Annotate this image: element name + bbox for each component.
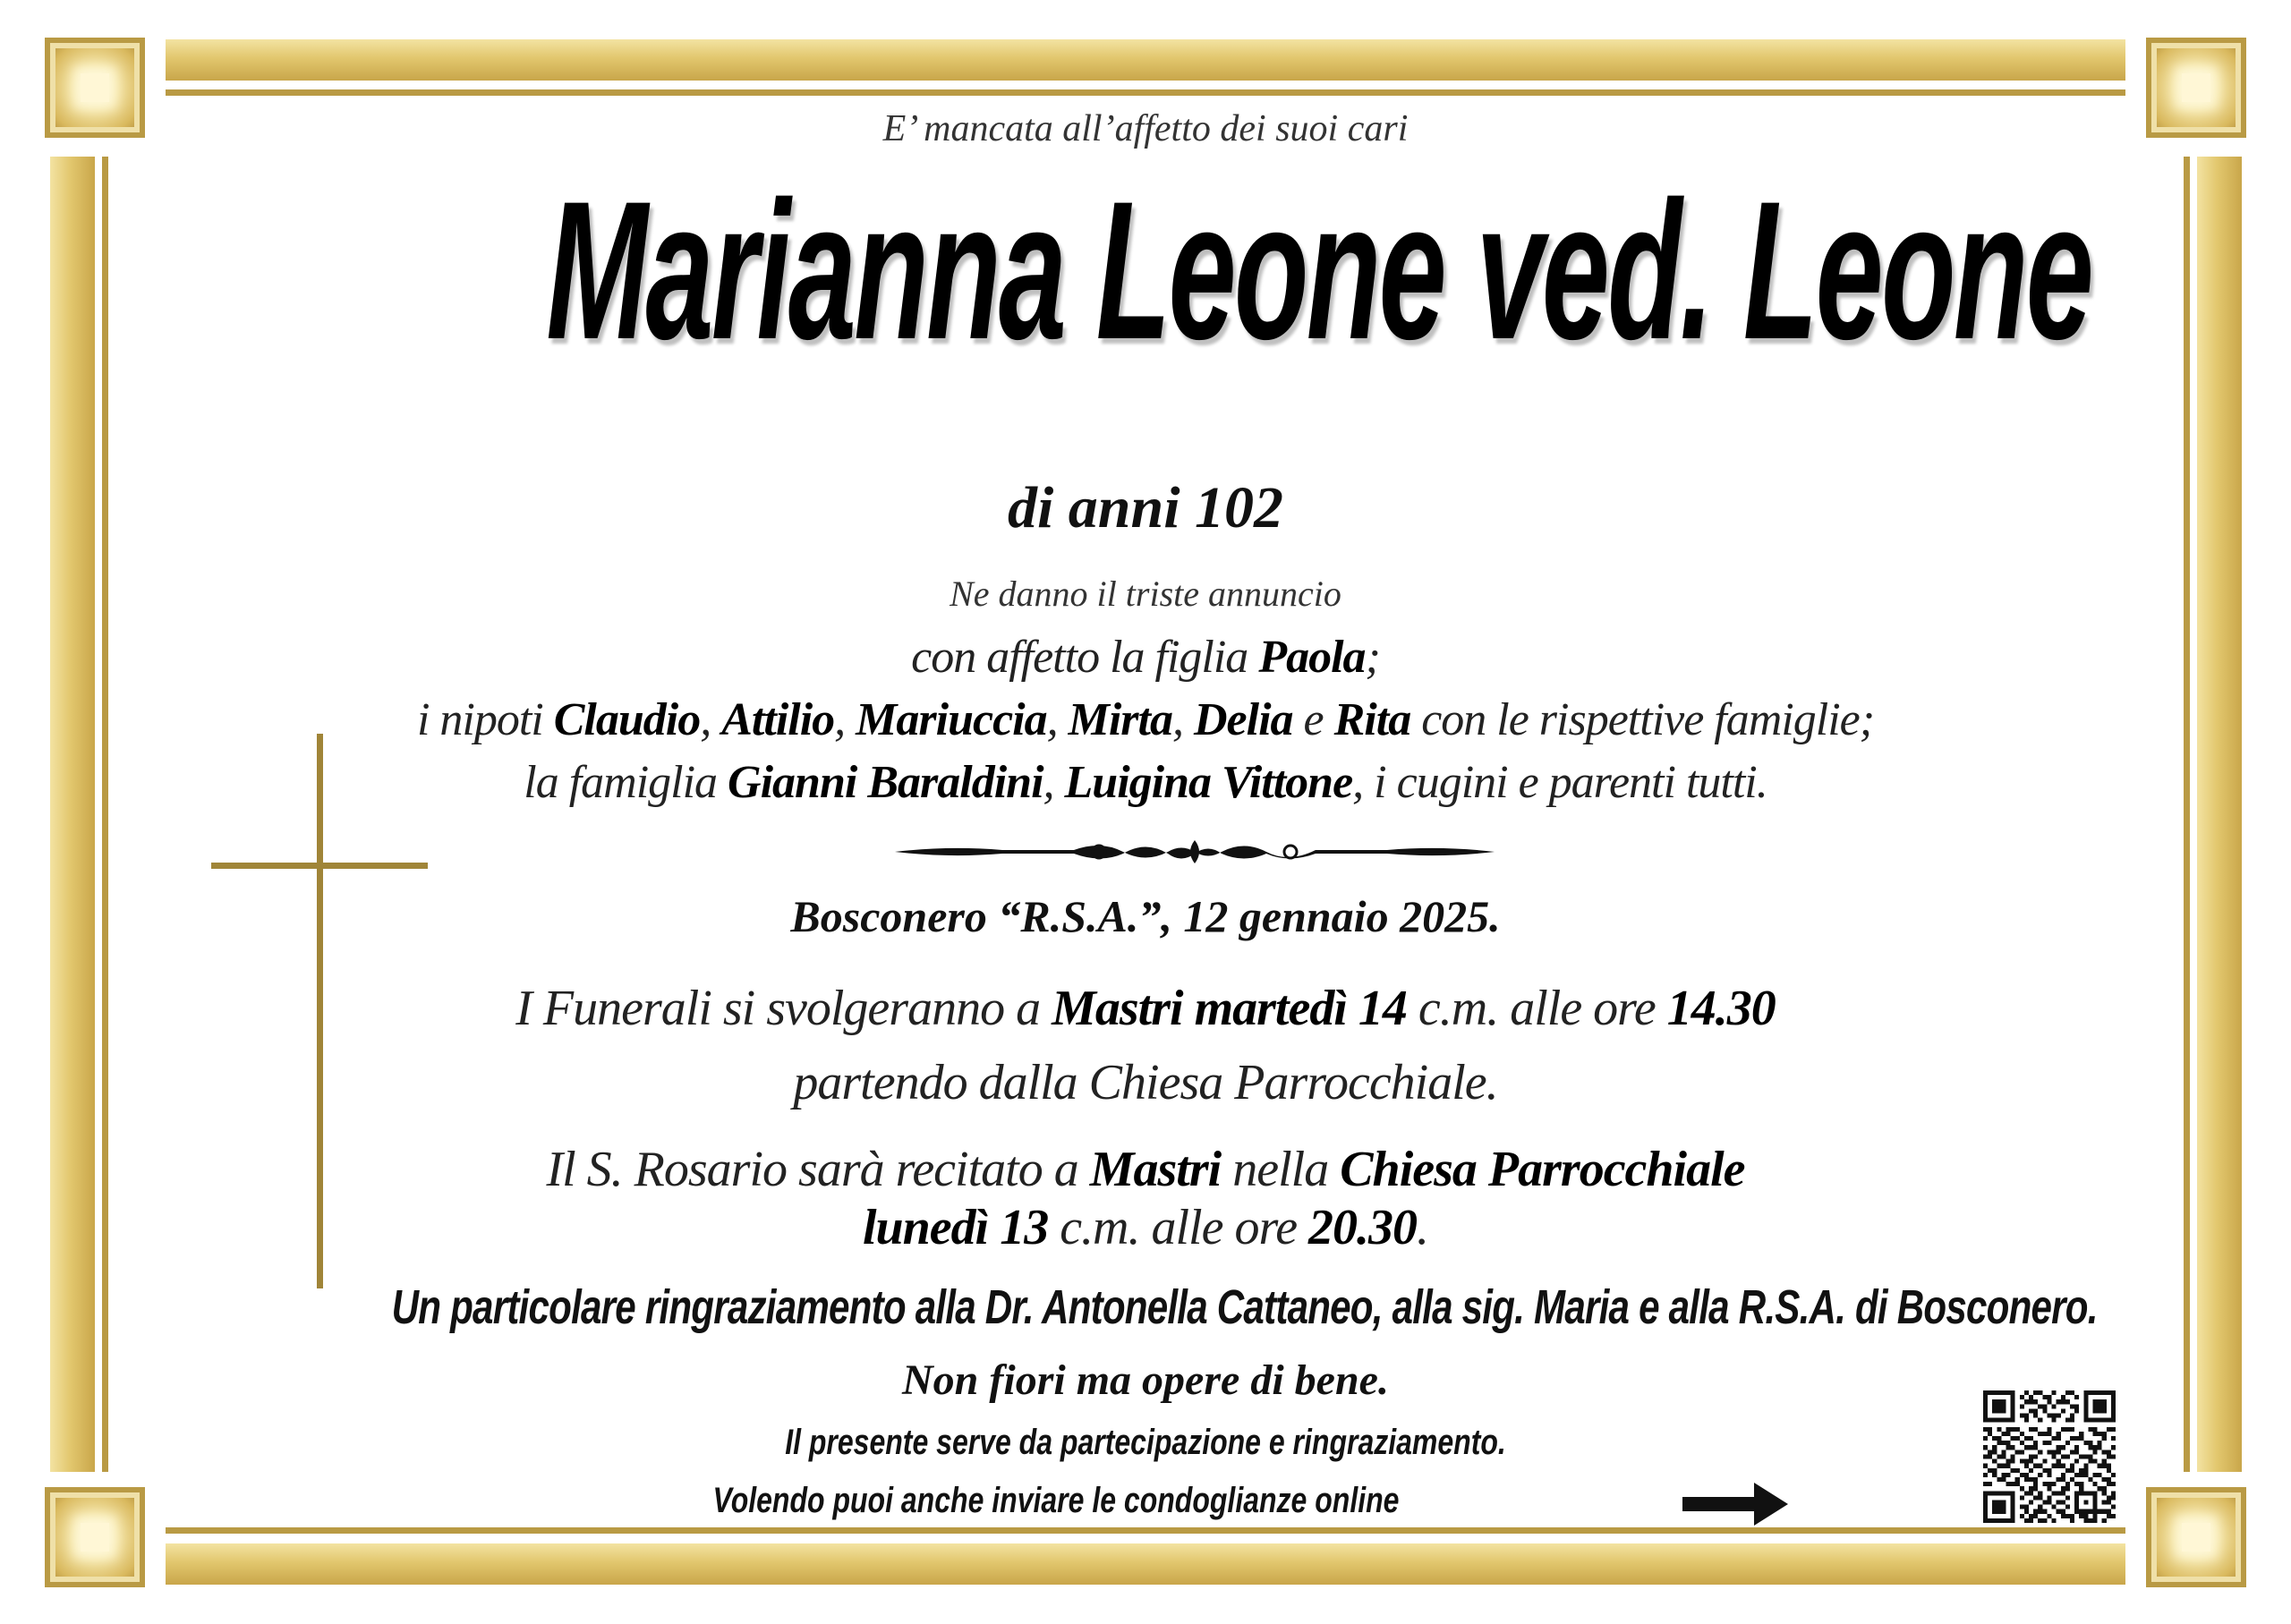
family-line-3: la famiglia Gianni Baraldini, Luigina Vittone, i cugini e parenti tutti. [524, 757, 1767, 808]
frame-top-bar [166, 39, 2125, 81]
funeral-line-2: partendo dalla Chiesa Parrocchiale. [793, 1055, 1498, 1110]
no-flowers-text: Non fiori ma opere di bene. [902, 1356, 1389, 1404]
intro-text: E’ mancata all’affetto dei suoi cari [882, 108, 1409, 149]
deceased-name: Marianna Leone ved. Leone [546, 160, 2092, 380]
arrow-right-icon [1682, 1481, 1790, 1527]
place-date: Bosconero “R.S.A.”, 12 gennaio 2025. [790, 891, 1501, 941]
frame-left-line [102, 157, 108, 1472]
frame-corner-bottom-left [45, 1487, 145, 1587]
frame-bottom-bar [166, 1543, 2125, 1585]
frame-right-line [2184, 157, 2190, 1472]
frame-top-line [166, 89, 2125, 96]
qr-code-icon[interactable] [1983, 1390, 2116, 1523]
family-line-1: con affetto la figlia Paola; [911, 632, 1380, 683]
online-condolences-note: Volendo puoi anche inviare le condoglianze online [712, 1481, 1400, 1520]
ornament-divider-icon [895, 837, 1495, 867]
frame-corner-top-right [2146, 38, 2246, 138]
funeral-line-1: I Funerali si svolgeranno a Mastri martedì 14 c.m. alle ore 14.30 [515, 981, 1776, 1036]
rosary-line-2: lunedì 13 c.m. alle ore 20.30. [862, 1200, 1429, 1255]
participation-note: Il presente serve da partecipazione e ringraziamento. [785, 1423, 1506, 1462]
frame-corner-bottom-right [2146, 1487, 2246, 1587]
frame-left-bar [50, 157, 95, 1472]
thanks-text: Un particolare ringraziamento alla Dr. Antonella Cattaneo, alla sig. Maria e alla R.S.A. di Bosconero. [391, 1280, 2098, 1334]
frame-bottom-line [166, 1527, 2125, 1534]
family-line-2: i nipoti Claudio, Attilio, Mariuccia, Mirta, Delia e Rita con le rispettive famiglie; [416, 694, 1875, 745]
frame-right-bar [2197, 157, 2242, 1472]
frame-corner-top-left [45, 38, 145, 138]
announcement-text: Ne danno il triste annuncio [950, 574, 1341, 614]
rosary-line-1: Il S. Rosario sarà recitato a Mastri nella Chiesa Parrocchiale [546, 1142, 1745, 1197]
age-text: di anni 102 [1007, 475, 1284, 540]
